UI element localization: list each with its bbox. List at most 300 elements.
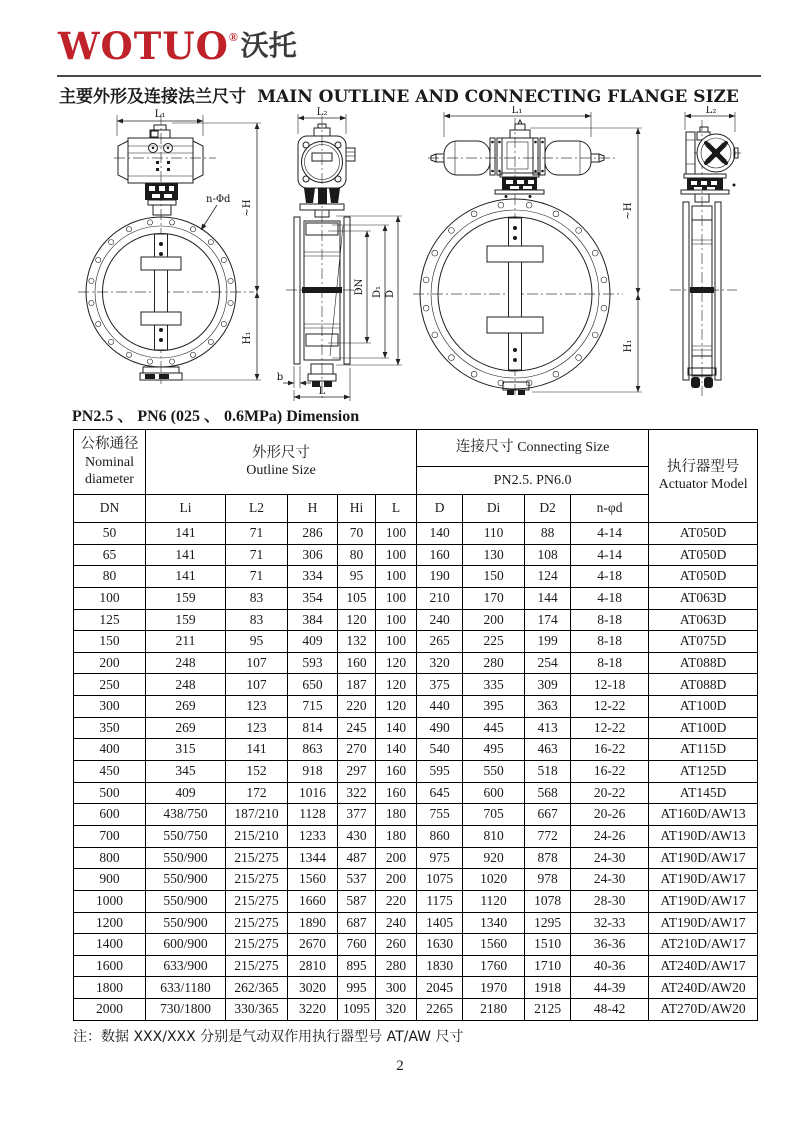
table-row xyxy=(74,717,758,739)
bolt-hole-icon xyxy=(96,321,101,326)
dim-label-l: L xyxy=(318,386,326,397)
table-cell: 215/275 xyxy=(226,934,288,956)
table-cell: 315 xyxy=(146,739,226,761)
table-cell: 297 xyxy=(338,761,376,783)
table-cell: AT050D xyxy=(649,523,758,545)
table-cell: 120 xyxy=(376,674,417,696)
dim-label-h-large: ~H xyxy=(623,202,634,220)
bolt-hole-icon xyxy=(228,278,233,283)
bolt-hole-icon xyxy=(423,277,429,283)
table-cell: AT050D xyxy=(649,566,758,588)
table-cell: 860 xyxy=(417,825,463,847)
table-cell: 2000 xyxy=(74,999,146,1021)
table-cell: 120 xyxy=(376,696,417,718)
table-cell: 100 xyxy=(376,587,417,609)
header-nominal-en1: Nominal xyxy=(85,454,134,470)
table-cell: 409 xyxy=(146,782,226,804)
table-cell: 120 xyxy=(338,609,376,631)
dimension-table-body xyxy=(74,523,758,1021)
header-nominal-diameter xyxy=(74,430,146,495)
table-cell: 550/900 xyxy=(146,847,226,869)
table-row xyxy=(74,782,758,804)
column-l2: L2 xyxy=(226,495,288,523)
table-cell: 80 xyxy=(74,566,146,588)
page-number: 2 xyxy=(396,1058,404,1074)
table-cell: 265 xyxy=(417,631,463,653)
table-cell: AT063D xyxy=(649,609,758,631)
bolt-hole-icon xyxy=(592,250,598,256)
table-cell: 600 xyxy=(463,782,525,804)
bolt-hole-icon xyxy=(208,339,213,344)
table-cell: 160 xyxy=(417,544,463,566)
bolt-hole-icon xyxy=(147,220,152,225)
table-cell: 159 xyxy=(146,587,226,609)
table-cell: 240 xyxy=(417,609,463,631)
column-l: L xyxy=(376,495,417,523)
table-cell: 141 xyxy=(226,739,288,761)
bolt-hole-icon xyxy=(601,305,607,311)
table-cell: 95 xyxy=(226,631,288,653)
table-cell: 140 xyxy=(417,523,463,545)
table-cell: 140 xyxy=(376,739,417,761)
table-cell: 125 xyxy=(74,609,146,631)
table-row xyxy=(74,696,758,718)
table-cell: 587 xyxy=(338,890,376,912)
table-cell: AT125D xyxy=(649,761,758,783)
table-cell: 550 xyxy=(463,761,525,783)
table-cell: 12-22 xyxy=(571,696,649,718)
table-cell: 50 xyxy=(74,523,146,545)
dim-label-h1-small: H₁ xyxy=(242,331,253,345)
table-cell: 215/210 xyxy=(226,825,288,847)
table-cell: 248 xyxy=(146,674,226,696)
table-cell: 1760 xyxy=(463,955,525,977)
dim-label-b: b xyxy=(276,372,284,383)
bolt-hole-icon xyxy=(432,250,438,256)
table-cell: AT063D xyxy=(649,587,758,609)
table-cell: 320 xyxy=(417,652,463,674)
table-cell: 2265 xyxy=(417,999,463,1021)
table-cell: 269 xyxy=(146,696,226,718)
table-cell: 1405 xyxy=(417,912,463,934)
table-cell: 687 xyxy=(338,912,376,934)
drawing-front-view-small xyxy=(78,109,261,384)
bolt-hole-icon xyxy=(228,300,233,305)
table-cell: 633/1180 xyxy=(146,977,226,999)
table-cell: 108 xyxy=(525,544,571,566)
bolt-hole-icon xyxy=(526,202,532,208)
table-cell: 1970 xyxy=(463,977,525,999)
table-cell: 400 xyxy=(74,739,146,761)
table-cell: 12-18 xyxy=(571,674,649,696)
table-cell: 540 xyxy=(417,739,463,761)
table-cell: 220 xyxy=(376,890,417,912)
table-cell: 215/275 xyxy=(226,912,288,934)
page-title xyxy=(59,82,739,107)
table-cell: 334 xyxy=(288,566,338,588)
table-cell: 978 xyxy=(525,869,571,891)
dim-label-l1-large: L₁ xyxy=(511,106,523,116)
table-cell: 1510 xyxy=(525,934,571,956)
brand-chinese: 沃托 xyxy=(240,29,297,62)
table-cell: 199 xyxy=(525,631,571,653)
table-cell: AT088D xyxy=(649,652,758,674)
table-cell: 633/900 xyxy=(146,955,226,977)
column-d2: D2 xyxy=(525,495,571,523)
table-cell: 1800 xyxy=(74,977,146,999)
header-outline-cn: 外形尺寸 xyxy=(252,444,311,461)
table-cell: 24-26 xyxy=(571,825,649,847)
table-cell: 211 xyxy=(146,631,226,653)
table-cell: 215/275 xyxy=(226,890,288,912)
table-cell: 150 xyxy=(74,631,146,653)
table-cell: 375 xyxy=(417,674,463,696)
table-cell: 160 xyxy=(376,761,417,783)
drawing-side-view-large xyxy=(670,106,741,396)
table-cell: 141 xyxy=(146,523,226,545)
table-cell: 2670 xyxy=(288,934,338,956)
table-cell: 180 xyxy=(376,825,417,847)
table-cell: 3020 xyxy=(288,977,338,999)
table-cell: 900 xyxy=(74,869,146,891)
table-cell: 107 xyxy=(226,674,288,696)
table-cell: 1560 xyxy=(288,869,338,891)
table-cell: 518 xyxy=(525,761,571,783)
table-cell: 65 xyxy=(74,544,146,566)
table-cell: 123 xyxy=(226,717,288,739)
header-divider xyxy=(57,75,761,77)
table-cell: 550/900 xyxy=(146,912,226,934)
table-cell: 1078 xyxy=(525,890,571,912)
table-cell: 1120 xyxy=(463,890,525,912)
table-cell: 286 xyxy=(288,523,338,545)
table-cell: 159 xyxy=(146,609,226,631)
table-cell: 20-22 xyxy=(571,782,649,804)
table-cell: 1400 xyxy=(74,934,146,956)
table-cell: 44-39 xyxy=(571,977,649,999)
dim-label-dn: DN xyxy=(354,278,365,296)
table-cell: 215/275 xyxy=(226,955,288,977)
bolt-hole-icon xyxy=(190,227,195,232)
table-cell: 107 xyxy=(226,652,288,674)
header-outline-en: Outline Size xyxy=(246,463,316,479)
bolt-hole-icon xyxy=(576,355,582,361)
dim-label-l1-small: L₁ xyxy=(154,109,166,120)
page-title-cn: 主要外形及连接法兰尺寸 xyxy=(59,87,246,107)
table-cell: 83 xyxy=(226,609,288,631)
column-n-phi-d: n-φd xyxy=(571,495,649,523)
header-connecting-size xyxy=(417,430,649,467)
table-cell: 95 xyxy=(338,566,376,588)
table-cell: 160 xyxy=(338,652,376,674)
bolt-hole-icon xyxy=(592,332,598,338)
table-title: PN2.5 、 PN6 (025 、 0.6MPa) Dimension xyxy=(72,408,360,425)
table-cell: 270 xyxy=(338,739,376,761)
table-cell: 2125 xyxy=(525,999,571,1021)
table-row xyxy=(74,566,758,588)
table-cell: 16-22 xyxy=(571,739,649,761)
bolt-hole-icon xyxy=(449,228,455,234)
table-cell: 2810 xyxy=(288,955,338,977)
table-cell: 12-22 xyxy=(571,717,649,739)
table-cell: 70 xyxy=(338,523,376,545)
table-cell: 200 xyxy=(463,609,525,631)
table-cell: 413 xyxy=(525,717,571,739)
table-cell: 814 xyxy=(288,717,338,739)
table-cell: 141 xyxy=(146,566,226,588)
table-cell: 260 xyxy=(376,934,417,956)
table-cell: 550/900 xyxy=(146,869,226,891)
bolt-hole-icon xyxy=(553,371,559,377)
table-cell: 645 xyxy=(417,782,463,804)
table-cell: 430 xyxy=(338,825,376,847)
table-cell: 100 xyxy=(74,587,146,609)
table-cell: AT210D/AW17 xyxy=(649,934,758,956)
table-cell: 300 xyxy=(376,977,417,999)
dimension-table xyxy=(73,429,758,1021)
table-cell: 1630 xyxy=(417,934,463,956)
table-cell: 40-36 xyxy=(571,955,649,977)
table-cell: 8-18 xyxy=(571,631,649,653)
table-cell: 180 xyxy=(376,804,417,826)
table-cell: 100 xyxy=(376,609,417,631)
table-cell: 550/750 xyxy=(146,825,226,847)
table-cell: 71 xyxy=(226,566,288,588)
table-cell: AT088D xyxy=(649,674,758,696)
table-cell: 174 xyxy=(525,609,571,631)
column-d: D xyxy=(417,495,463,523)
table-cell: 600/900 xyxy=(146,934,226,956)
column-di: Di xyxy=(463,495,525,523)
table-cell: 715 xyxy=(288,696,338,718)
table-cell: 1200 xyxy=(74,912,146,934)
table-cell: 895 xyxy=(338,955,376,977)
dim-label-h1-large: H₁ xyxy=(623,339,634,353)
table-cell: 330/365 xyxy=(226,999,288,1021)
dim-label-h-small: ~H xyxy=(242,199,253,217)
table-cell: 210 xyxy=(417,587,463,609)
table-cell: 100 xyxy=(376,566,417,588)
table-cell: 409 xyxy=(288,631,338,653)
table-cell: AT145D xyxy=(649,782,758,804)
table-cell: AT190D/AW13 xyxy=(649,825,758,847)
table-cell: 1830 xyxy=(417,955,463,977)
table-cell: 190 xyxy=(417,566,463,588)
bolt-hole-icon xyxy=(126,227,131,232)
column-h: H xyxy=(288,495,338,523)
table-cell: 187/210 xyxy=(226,804,288,826)
bolt-hole-icon xyxy=(221,257,226,262)
table-cell: AT190D/AW17 xyxy=(649,869,758,891)
bolt-hole-icon xyxy=(221,321,226,326)
table-cell: 335 xyxy=(463,674,525,696)
table-cell: 300 xyxy=(74,696,146,718)
table-cell: 8-18 xyxy=(571,652,649,674)
table-cell: 250 xyxy=(74,674,146,696)
table-cell: 354 xyxy=(288,587,338,609)
bolt-hole-icon xyxy=(576,228,582,234)
table-cell: 152 xyxy=(226,761,288,783)
table-row xyxy=(74,739,758,761)
table-cell: 2045 xyxy=(417,977,463,999)
table-cell: 1175 xyxy=(417,890,463,912)
bolt-hole-icon xyxy=(89,300,94,305)
table-cell: 800 xyxy=(74,847,146,869)
header-outline-size xyxy=(146,430,417,495)
table-cell: 1560 xyxy=(463,934,525,956)
table-cell: 220 xyxy=(338,696,376,718)
table-cell: 1660 xyxy=(288,890,338,912)
table-cell: 4-14 xyxy=(571,523,649,545)
header-nominal-cn: 公称通径 xyxy=(80,436,139,453)
header-pn-rating: PN2.5. PN6.0 xyxy=(417,467,649,495)
bolt-hole-icon xyxy=(169,359,174,364)
bolt-hole-icon xyxy=(208,240,213,245)
table-cell: 384 xyxy=(288,609,338,631)
table-cell: 730/1800 xyxy=(146,999,226,1021)
table-row xyxy=(74,955,758,977)
table-cell: AT190D/AW17 xyxy=(649,890,758,912)
table-cell: 445 xyxy=(463,717,525,739)
table-row xyxy=(74,804,758,826)
bolt-hole-icon xyxy=(498,202,504,208)
table-cell: 1000 xyxy=(74,890,146,912)
bolt-hole-icon xyxy=(147,359,152,364)
table-cell: 350 xyxy=(74,717,146,739)
footnote-text: 注：数据 XXX/XXX 分别是气动双作用执行器型号 AT/AW 尺寸 xyxy=(73,1029,464,1045)
table-row xyxy=(74,631,758,653)
table-cell: 120 xyxy=(376,652,417,674)
table-cell: 254 xyxy=(525,652,571,674)
header-actuator-cn: 执行器型号 xyxy=(666,458,740,475)
table-cell: 1075 xyxy=(417,869,463,891)
bolt-hole-icon xyxy=(96,257,101,262)
bolt-hole-icon xyxy=(109,339,114,344)
table-cell: 440 xyxy=(417,696,463,718)
table-cell: 132 xyxy=(338,631,376,653)
table-row xyxy=(74,977,758,999)
table-cell: 760 xyxy=(338,934,376,956)
table-cell: 772 xyxy=(525,825,571,847)
table-cell: 24-30 xyxy=(571,847,649,869)
dim-label-l2-large: L₂ xyxy=(705,106,717,116)
table-cell: 320 xyxy=(376,999,417,1021)
table-cell: 36-36 xyxy=(571,934,649,956)
table-cell: 1095 xyxy=(338,999,376,1021)
table-row xyxy=(74,869,758,891)
table-cell: 1295 xyxy=(525,912,571,934)
table-cell: 595 xyxy=(417,761,463,783)
column-li: Li xyxy=(146,495,226,523)
table-row xyxy=(74,652,758,674)
header-actuator-en: Actuator Model xyxy=(658,477,748,493)
table-cell: 309 xyxy=(525,674,571,696)
table-cell: 705 xyxy=(463,804,525,826)
table-row xyxy=(74,912,758,934)
table-row xyxy=(74,934,758,956)
table-cell: 487 xyxy=(338,847,376,869)
table-cell: 20-26 xyxy=(571,804,649,826)
table-cell: 48-42 xyxy=(571,999,649,1021)
table-cell: 28-30 xyxy=(571,890,649,912)
table-cell: 700 xyxy=(74,825,146,847)
table-cell: 975 xyxy=(417,847,463,869)
technical-drawings xyxy=(70,106,765,406)
bolt-hole-icon xyxy=(471,211,477,217)
table-cell: AT190D/AW17 xyxy=(649,847,758,869)
table-cell: 144 xyxy=(525,587,571,609)
page-title-en: MAIN OUTLINE AND CONNECTING FLANGE SIZE xyxy=(257,87,739,107)
table-cell: 920 xyxy=(463,847,525,869)
table-cell: 280 xyxy=(376,955,417,977)
table-cell: AT240D/AW17 xyxy=(649,955,758,977)
table-cell: 83 xyxy=(226,587,288,609)
registered-trademark-icon: ® xyxy=(228,30,238,44)
table-cell: 1233 xyxy=(288,825,338,847)
table-cell: 4-14 xyxy=(571,544,649,566)
footnote xyxy=(73,1026,463,1046)
bolt-hole-icon xyxy=(449,355,455,361)
header-connecting-cn: 连接尺寸 xyxy=(455,439,514,456)
header-actuator-model xyxy=(649,430,758,523)
dim-label-d1: D₁ xyxy=(372,285,383,299)
table-cell: 490 xyxy=(417,717,463,739)
table-cell: 262/365 xyxy=(226,977,288,999)
table-cell: 160 xyxy=(376,782,417,804)
table-cell: 438/750 xyxy=(146,804,226,826)
bolt-hole-icon xyxy=(471,371,477,377)
table-cell: 200 xyxy=(376,847,417,869)
table-cell: 215/275 xyxy=(226,847,288,869)
drawing-front-view-large xyxy=(413,106,642,398)
table-cell: 1918 xyxy=(525,977,571,999)
header-connecting-en: Connecting Size xyxy=(517,440,610,456)
table-cell: 71 xyxy=(226,544,288,566)
bolt-hole-icon xyxy=(109,240,114,245)
table-row xyxy=(74,609,758,631)
table-cell: 1128 xyxy=(288,804,338,826)
bolt-hole-icon xyxy=(601,277,607,283)
bolt-hole-icon xyxy=(89,278,94,283)
table-cell: 918 xyxy=(288,761,338,783)
table-row xyxy=(74,847,758,869)
table-cell: 345 xyxy=(146,761,226,783)
table-cell: 1890 xyxy=(288,912,338,934)
table-cell: 200 xyxy=(376,869,417,891)
table-row xyxy=(74,674,758,696)
bolt-hole-icon xyxy=(169,220,174,225)
table-cell: 248 xyxy=(146,652,226,674)
table-cell: 172 xyxy=(226,782,288,804)
table-cell: AT240D/AW20 xyxy=(649,977,758,999)
table-cell: 3220 xyxy=(288,999,338,1021)
table-cell: 1340 xyxy=(463,912,525,934)
table-cell: 650 xyxy=(288,674,338,696)
table-cell: 377 xyxy=(338,804,376,826)
table-cell: 240 xyxy=(376,912,417,934)
table-cell: AT050D xyxy=(649,544,758,566)
table-cell: 88 xyxy=(525,523,571,545)
table-row xyxy=(74,587,758,609)
table-cell: 110 xyxy=(463,523,525,545)
table-cell: 550/900 xyxy=(146,890,226,912)
table-cell: 593 xyxy=(288,652,338,674)
drawing-side-view-small xyxy=(277,107,402,401)
table-cell: 100 xyxy=(376,544,417,566)
table-cell: 4-18 xyxy=(571,587,649,609)
table-cell: 2180 xyxy=(463,999,525,1021)
table-row xyxy=(74,761,758,783)
